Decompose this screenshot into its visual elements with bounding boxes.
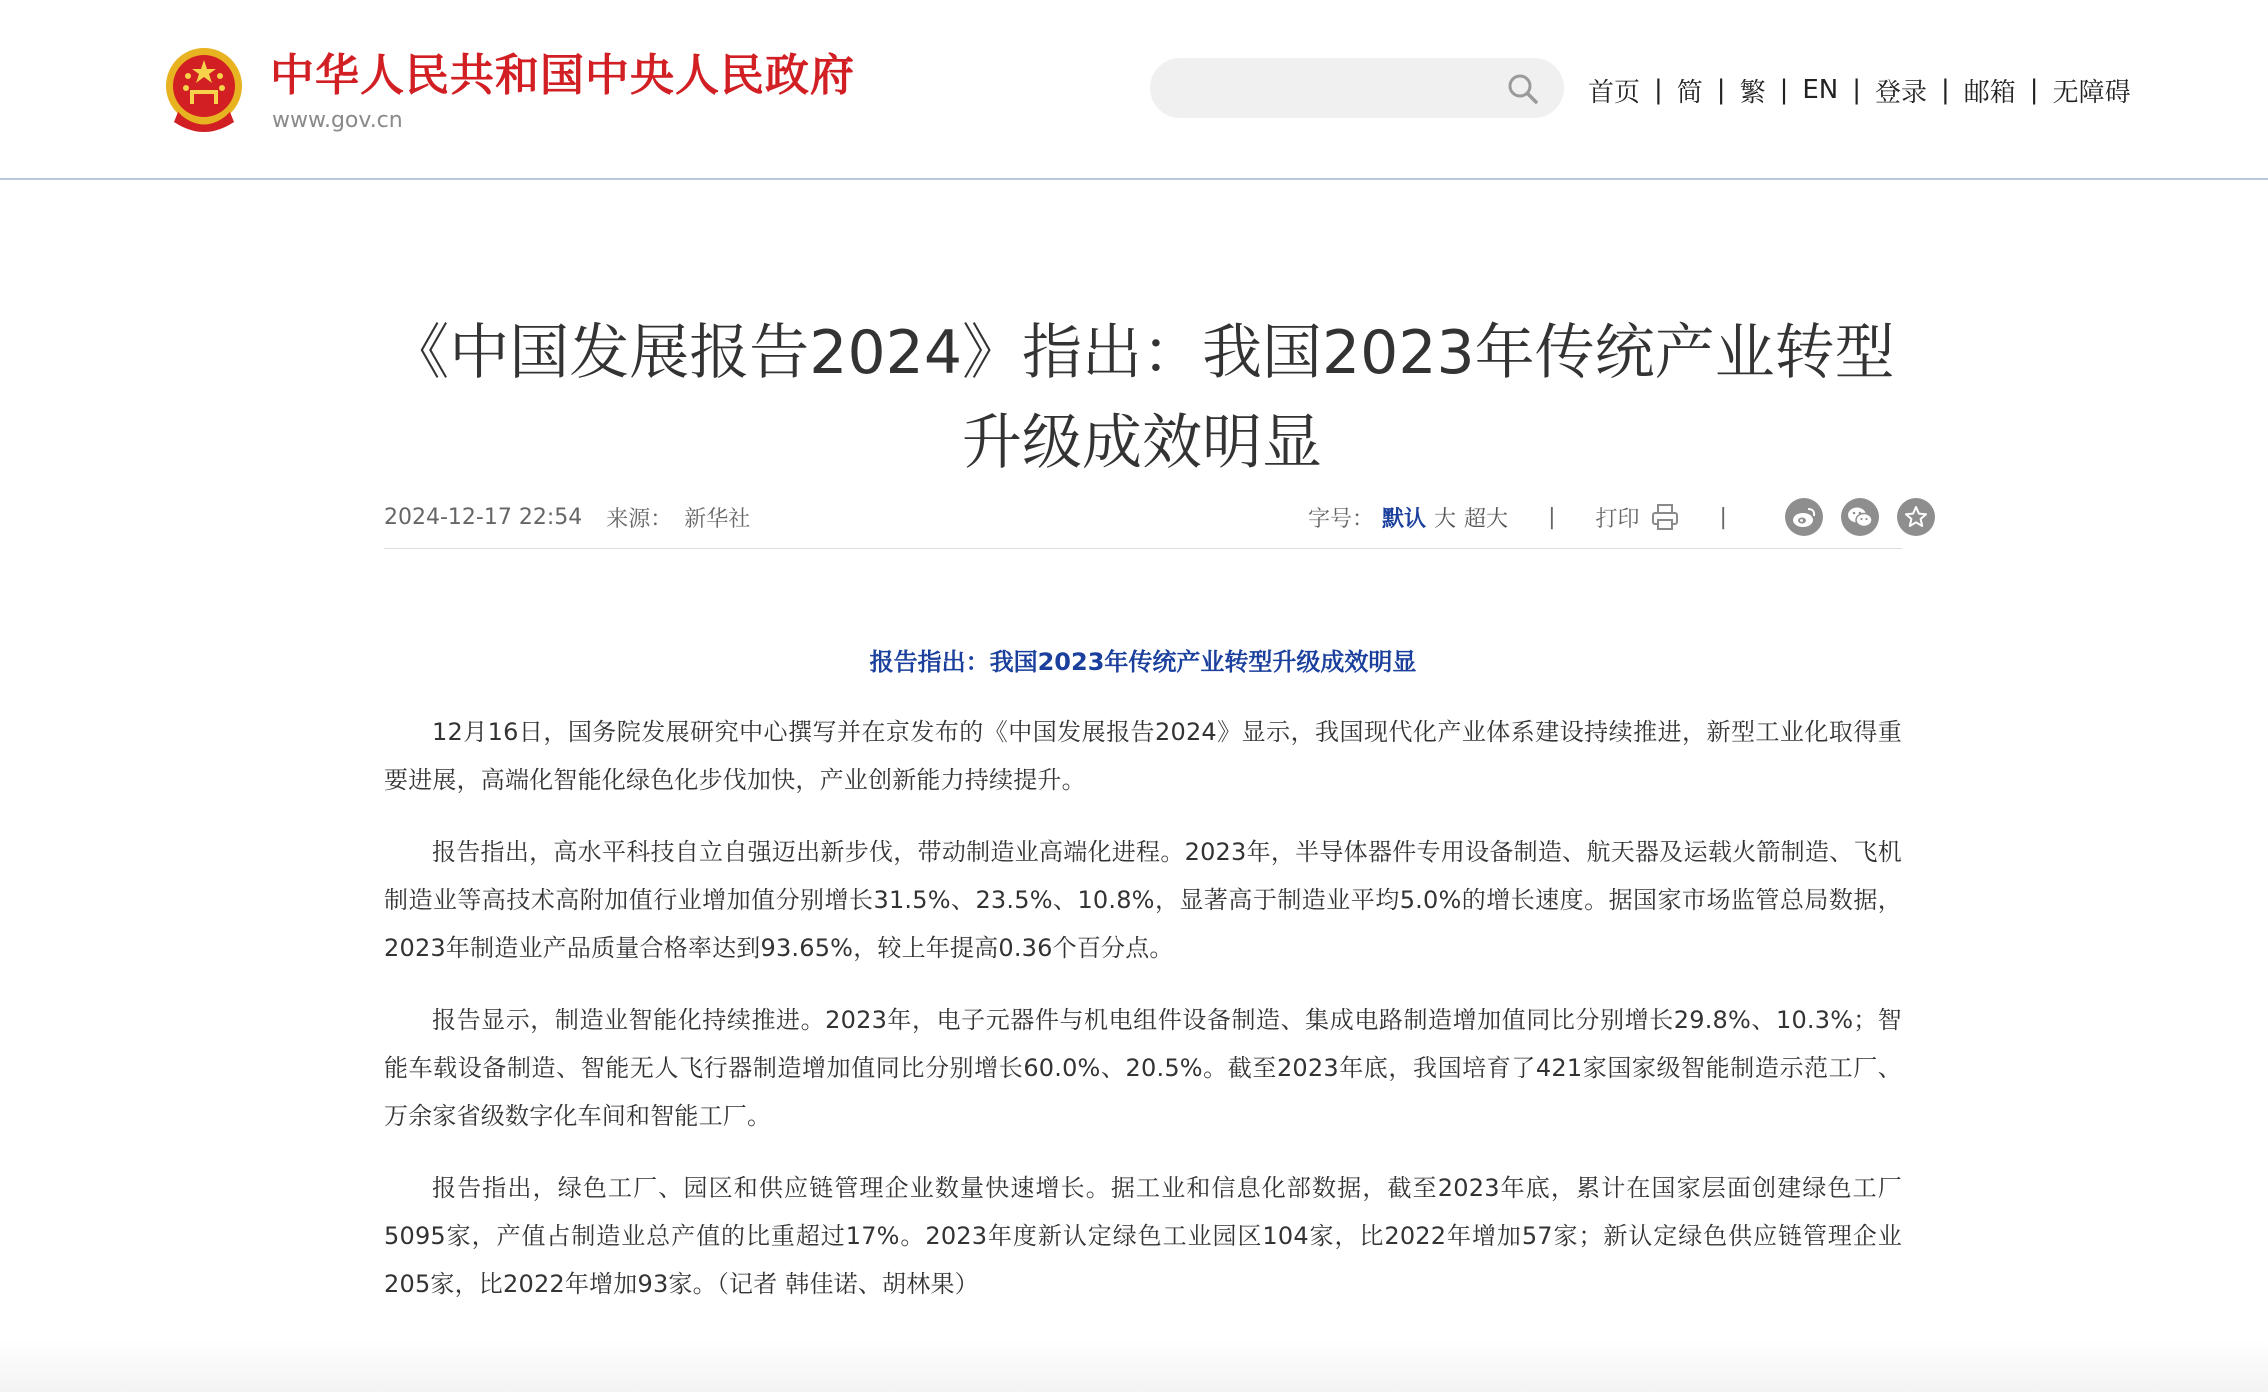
search-icon[interactable] xyxy=(1506,72,1540,106)
nav-separator: | xyxy=(1716,75,1726,105)
font-size-xlarge[interactable]: 超大 xyxy=(1464,506,1509,532)
favorite-star-icon[interactable] xyxy=(1897,498,1935,536)
nav-simplified[interactable]: 简 xyxy=(1676,77,1703,108)
site-name[interactable]: 中华人民共和国中央人民政府 xyxy=(270,50,855,101)
nav-accessibility[interactable]: 无障碍 xyxy=(2052,77,2131,108)
national-emblem-logo[interactable] xyxy=(164,46,244,134)
bottom-shadow xyxy=(0,1340,2268,1392)
search-input[interactable] xyxy=(1150,58,1564,118)
publish-date: 2024-12-17 22:54 xyxy=(384,504,583,530)
source-label: 来源： xyxy=(606,506,673,532)
font-size-large[interactable]: 大 xyxy=(1434,506,1457,532)
tools-separator: | xyxy=(1719,504,1727,530)
article-title: 《中国发展报告2024》指出：我国2023年传统产业转型升级成效明显 xyxy=(389,318,1895,479)
nav-mailbox[interactable]: 邮箱 xyxy=(1963,77,2016,108)
nav-separator: | xyxy=(1852,75,1861,105)
nav-english[interactable]: EN xyxy=(1802,75,1839,105)
tools-separator: | xyxy=(1548,504,1556,530)
nav-separator: | xyxy=(1654,75,1663,105)
wechat-icon[interactable] xyxy=(1841,498,1879,536)
site-url: www.gov.cn xyxy=(272,108,403,133)
article-paragraph: 报告显示，制造业智能化持续推进。2023年，电子元器件与机电组件设备制造、集成电路制造增加值同比分别增长29.8%、10.3%；智能车载设备制造、智能无人飞行器制造增加值同比分别增长60.0%、20.5%。截至2023年底，我国培育了421家国家级智能制造示范工厂、万余家省级数字化车间和智能工厂。 xyxy=(384,1006,1902,1130)
nav-traditional[interactable]: 繁 xyxy=(1739,77,1766,108)
source-value: 新华社 xyxy=(684,506,751,532)
article-tools xyxy=(1308,496,1935,538)
top-nav xyxy=(1588,70,2131,110)
article-paragraph: 报告指出，绿色工厂、园区和供应链管理企业数量快速增长。据工业和信息化部数据，截至2023年底，累计在国家层面创建绿色工厂5095家，产值占制造业总产值的比重超过17%。2023年度新认定绿色工业园区104家，比2022年增加57家；新认定绿色供应链管理企业205家，比2022年增加93家。（记者 韩佳诺、胡林果） xyxy=(384,1174,1902,1298)
nav-separator: | xyxy=(1941,75,1950,105)
print-icon[interactable] xyxy=(1650,502,1680,532)
article-meta xyxy=(384,500,750,534)
meta-divider xyxy=(384,548,1902,549)
nav-login[interactable]: 登录 xyxy=(1875,77,1928,108)
article-paragraph: 报告指出，高水平科技自立自强迈出新步伐，带动制造业高端化进程。2023年，半导体器件专用设备制造、航天器及运载火箭制造、飞机制造业等高技术高附加值行业增加值分别增长31.5%、23.5%、10.8%，显著高于制造业平均5.0%的增长速度。据国家市场监管总局数据，2023年制造业产品质量合格率达到93.65%，较上年提高0.36个百分点。 xyxy=(384,838,1902,962)
article-subheading: 报告指出：我国2023年传统产业转型升级成效明显 xyxy=(869,648,1417,676)
article-paragraph: 12月16日，国务院发展研究中心撰写并在京发布的《中国发展报告2024》显示，我国现代化产业体系建设持续推进，新型工业化取得重要进展，高端化智能化绿色化步伐加快，产业创新能力持续提升。 xyxy=(384,718,1902,794)
weibo-icon[interactable] xyxy=(1785,498,1823,536)
font-size-label: 字号： xyxy=(1308,506,1375,532)
font-size-default[interactable]: 默认 xyxy=(1382,506,1427,532)
site-header xyxy=(0,0,2268,180)
article-body xyxy=(384,708,1902,1332)
nav-home[interactable]: 首页 xyxy=(1588,77,1641,108)
nav-separator: | xyxy=(1779,75,1789,105)
nav-separator: | xyxy=(2029,75,2039,105)
print-label[interactable]: 打印 xyxy=(1595,506,1640,532)
